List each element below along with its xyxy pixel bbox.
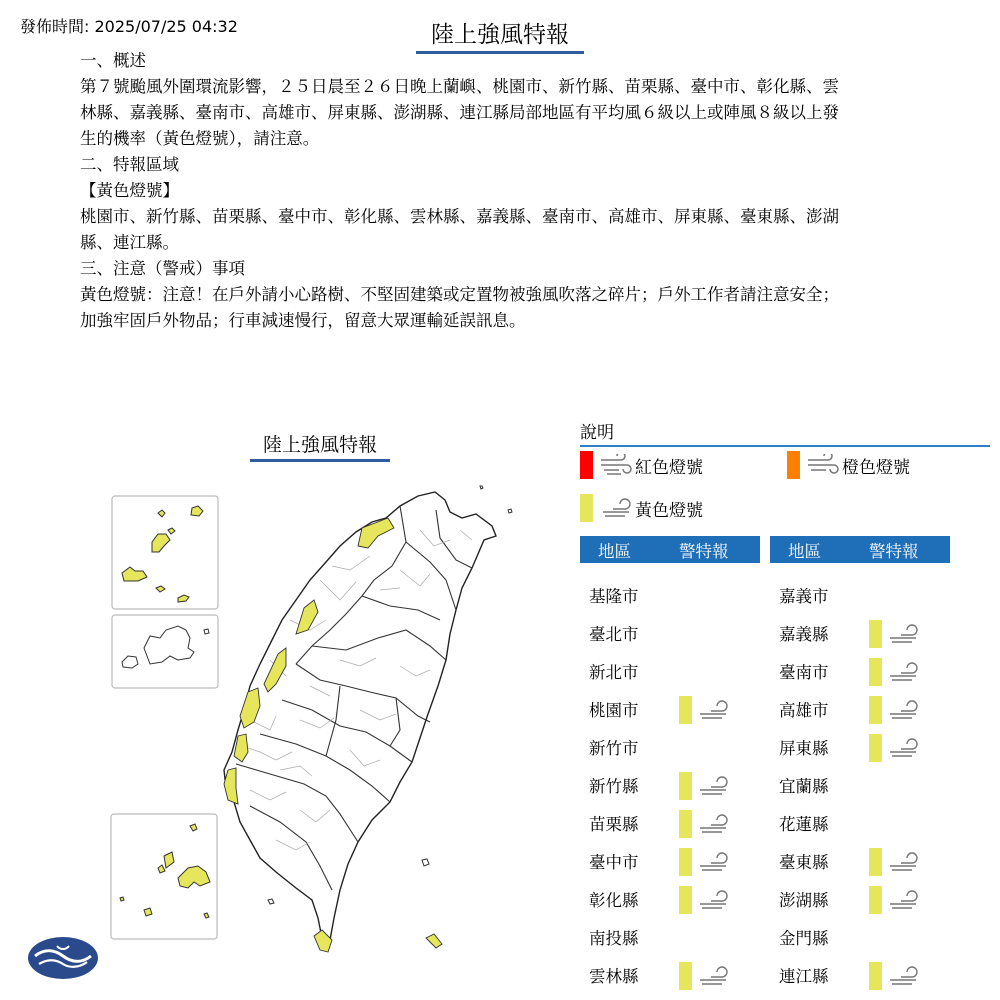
region-name: 桃園市 — [589, 701, 639, 720]
legend-orange-label: 橙色燈號 — [842, 457, 910, 478]
col-alert: 警特報 — [679, 541, 729, 561]
table-row — [580, 918, 760, 956]
wind-icon — [887, 852, 919, 874]
yellow-alert-flag — [679, 886, 692, 914]
section-2-heading: 二、特報區域 — [80, 155, 179, 174]
table-row — [770, 842, 950, 880]
table-row — [580, 766, 760, 804]
issued-time: 發佈時間: 2025/07/25 04:32 — [20, 17, 238, 36]
yellow-alert-flag — [869, 696, 882, 724]
table-row — [580, 956, 760, 994]
legend-orange — [787, 451, 910, 479]
wind-icon — [887, 700, 919, 726]
table-row — [770, 614, 950, 652]
section-1-line: 生的機率（黃色燈號），請注意。 — [80, 129, 320, 148]
region-name: 澎湖縣 — [779, 891, 829, 910]
region-name: 臺中市 — [589, 853, 639, 872]
table-row — [580, 690, 760, 728]
wind-icon — [697, 852, 729, 878]
table-row — [770, 880, 950, 918]
region-name: 新北市 — [589, 663, 639, 682]
yellow-alert-flag — [679, 696, 692, 724]
table-row — [770, 576, 950, 614]
wind-icon — [887, 738, 919, 764]
wind-icon — [887, 890, 919, 916]
wind-icon — [887, 662, 919, 684]
region-name: 嘉義縣 — [779, 625, 829, 644]
wind-icon — [697, 966, 729, 988]
wind-icon — [697, 966, 729, 992]
table-row — [580, 804, 760, 842]
region-name: 金門縣 — [779, 929, 829, 948]
table-row — [770, 766, 950, 804]
orange-swatch — [787, 451, 800, 479]
section-1-heading: 一、概述 — [80, 51, 146, 70]
yellow-alert-flag — [679, 772, 692, 800]
region-name: 花蓮縣 — [779, 815, 829, 834]
section-1-line: 第７號颱風外圍環流影響，２５日晨至２６日晚上蘭嶼、桃園市、新竹縣、苗栗縣、臺中市、彰化縣、雲 — [80, 77, 839, 96]
region-name: 南投縣 — [589, 929, 639, 948]
bulletin-text — [80, 48, 920, 334]
table-row — [580, 576, 760, 614]
region-name: 屏東縣 — [779, 739, 829, 758]
table-row — [580, 614, 760, 652]
taiwan-map — [100, 470, 530, 1000]
region-name: 連江縣 — [779, 967, 829, 986]
table-row — [580, 880, 760, 918]
wind-icon — [887, 738, 919, 760]
wind-icon — [697, 700, 729, 726]
region-name: 新竹縣 — [589, 777, 639, 796]
table-row — [770, 804, 950, 842]
yellow-alert-flag — [869, 658, 882, 686]
wind-icon — [697, 890, 729, 916]
wind-icon — [887, 852, 919, 878]
wind-icon — [887, 624, 919, 646]
section-3-line: 黃色燈號：注意！在戶外請小心路樹、不堅固建築或定置物被強風吹落之碎片；戶外工作者請注意安全； — [80, 285, 839, 304]
region-name: 嘉義市 — [779, 587, 829, 606]
table-row — [770, 956, 950, 994]
region-name: 苗栗縣 — [589, 815, 639, 834]
legend-yellow-label: 黃色燈號 — [635, 500, 703, 521]
legend-red-label: 紅色燈號 — [635, 457, 703, 478]
wind-icon — [697, 776, 729, 802]
yellow-alert-flag — [869, 620, 882, 648]
col-region: 地區 — [598, 541, 631, 561]
section-2-line: 縣、連江縣。 — [80, 233, 179, 252]
table-row — [580, 842, 760, 880]
yellow-alert-flag — [869, 734, 882, 762]
yellow-alert-flag — [679, 810, 692, 838]
wind-icon — [887, 700, 919, 722]
section-3-line: 加強牢固戶外物品；行車減速慢行，留意大眾運輸延誤訊息。 — [80, 311, 526, 330]
wind-icon — [697, 814, 729, 836]
wind-icon — [697, 890, 729, 912]
region-name: 高雄市 — [779, 701, 829, 720]
region-name: 彰化縣 — [589, 891, 639, 910]
table-header-left — [580, 536, 760, 563]
region-name: 臺東縣 — [779, 853, 829, 872]
wind-icon — [697, 814, 729, 840]
table-header-right — [770, 536, 950, 563]
strong-wind-icon — [599, 454, 633, 476]
region-name: 宜蘭縣 — [779, 777, 829, 796]
yellow-alert-flag — [869, 886, 882, 914]
yellow-alert-flag — [869, 962, 882, 990]
wind-icon — [599, 497, 633, 519]
section-3-heading: 三、注意（警戒）事項 — [80, 259, 245, 278]
strong-wind-icon — [806, 454, 840, 476]
section-2-subheading: 【黃色燈號】 — [80, 181, 179, 200]
cwa-logo-icon — [27, 936, 99, 980]
wind-icon — [697, 776, 729, 798]
table-row — [770, 690, 950, 728]
section-1-line: 林縣、嘉義縣、臺南市、高雄市、屏東縣、澎湖縣、連江縣局部地區有平均風６級以上或陣風８級以上發 — [80, 103, 839, 122]
wind-icon — [887, 966, 919, 992]
yellow-alert-flag — [679, 962, 692, 990]
wind-icon — [887, 966, 919, 988]
page-title: 陸上強風特報 — [416, 16, 584, 54]
yellow-alert-flag — [679, 848, 692, 876]
region-name: 新竹市 — [589, 739, 639, 758]
table-row — [770, 918, 950, 956]
section-2-line: 桃園市、新竹縣、苗栗縣、臺中市、彰化縣、雲林縣、嘉義縣、臺南市、高雄市、屏東縣、臺東縣、澎湖 — [80, 207, 839, 226]
wind-icon — [887, 624, 919, 650]
region-name: 基隆市 — [589, 587, 639, 606]
red-swatch — [580, 451, 593, 479]
map-title: 陸上強風特報 — [250, 430, 390, 462]
region-name: 臺南市 — [779, 663, 829, 682]
yellow-swatch — [580, 494, 593, 522]
table-row — [770, 728, 950, 766]
region-name: 雲林縣 — [589, 967, 639, 986]
col-region: 地區 — [788, 541, 821, 561]
region-name: 臺北市 — [589, 625, 639, 644]
wind-icon — [697, 700, 729, 722]
legend-title: 說明 — [580, 418, 990, 447]
wind-icon — [887, 662, 919, 688]
table-row — [580, 728, 760, 766]
table-row — [580, 652, 760, 690]
legend-red — [580, 451, 703, 479]
wind-icon — [887, 890, 919, 912]
table-row — [770, 652, 950, 690]
yellow-alert-flag — [869, 848, 882, 876]
wind-icon — [697, 852, 729, 874]
legend-yellow — [580, 494, 703, 522]
col-alert: 警特報 — [869, 541, 919, 561]
